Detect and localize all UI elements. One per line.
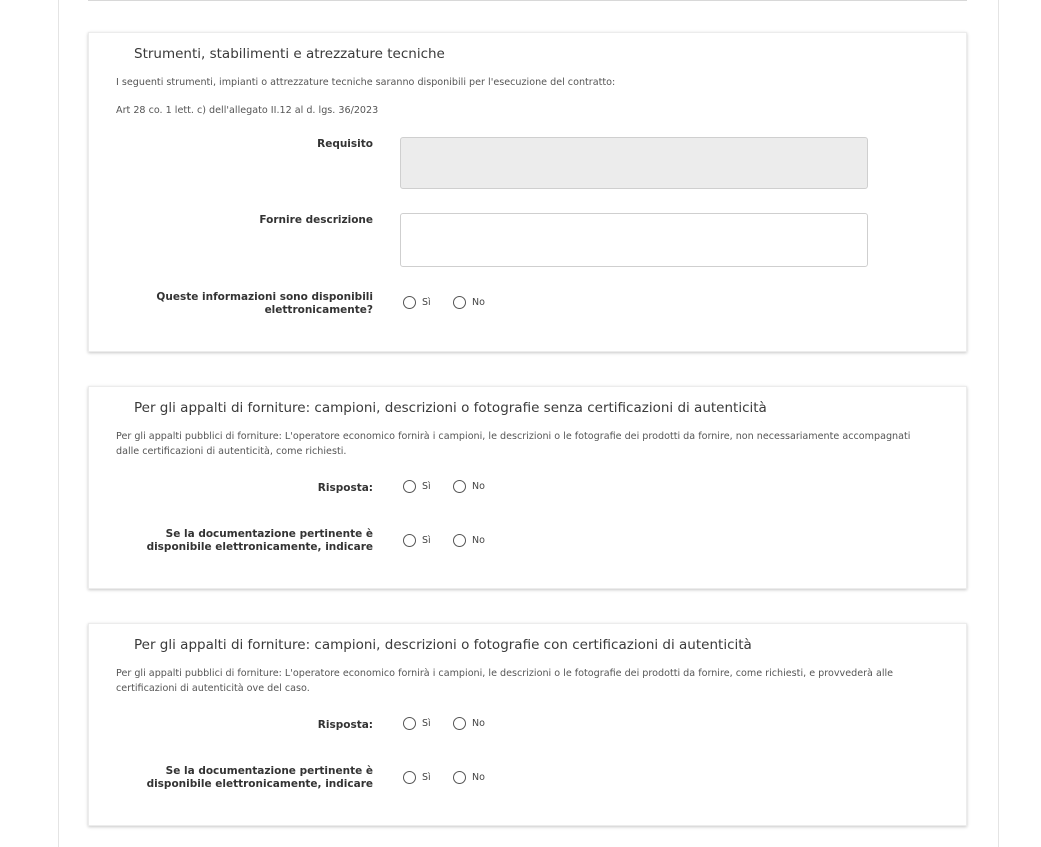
radio-circle-icon[interactable] — [403, 480, 416, 493]
section-title: Per gli appalti di forniture: campioni, descrizioni o fotografie con certificazioni di autenticità — [134, 637, 752, 653]
descrizione-textarea[interactable] — [400, 213, 868, 267]
radio-no-label: No — [472, 297, 485, 308]
section-description: I seguenti strumenti, impianti o attrezzature tecniche saranno disponibili per l'esecuzione del contratto: — [116, 77, 616, 88]
section-description: Per gli appalti pubblici di forniture: L'operatore economico fornirà i campioni, le descrizioni o le fotografie dei prodotti da fornire, non necessariamente accompagnati dalle certificazioni di autenticità, come richiesti. — [116, 431, 911, 457]
radio-circle-icon[interactable] — [403, 296, 416, 309]
electronic-availability-label: Queste informazioni sono disponibili elettronicamente? — [156, 291, 373, 316]
electronic-documentation-label: Se la documentazione pertinente è disponibile elettronicamente, indicare — [146, 528, 373, 553]
previous-card-edge — [88, 0, 967, 1]
electronic-documentation-label: Se la documentazione pertinente è disponibile elettronicamente, indicare — [146, 765, 373, 790]
radio-circle-icon[interactable] — [403, 534, 416, 547]
requisito-field — [400, 137, 868, 189]
requisito-label: Requisito — [317, 138, 373, 150]
radio-circle-icon[interactable] — [453, 480, 466, 493]
radio-circle-icon[interactable] — [453, 296, 466, 309]
section-title: Per gli appalti di forniture: campioni, descrizioni o fotografie senza certificazioni di autenticità — [134, 400, 767, 416]
section-samples-without-certification — [88, 386, 967, 589]
radio-circle-icon[interactable] — [453, 534, 466, 547]
section-reference: Art 28 co. 1 lett. c) dell'allegato II.12 al d. lgs. 36/2023 — [116, 105, 379, 116]
radio-yes-label: Sì — [422, 718, 431, 729]
risposta-label: Risposta: — [317, 482, 373, 494]
radio-yes-label: Sì — [422, 772, 431, 783]
section-samples-with-certification — [88, 623, 967, 826]
radio-yes-label: Sì — [422, 535, 431, 546]
radio-circle-icon[interactable] — [453, 771, 466, 784]
risposta-label: Risposta: — [317, 719, 373, 731]
section-title: Strumenti, stabilimenti e atrezzature tecniche — [134, 46, 445, 62]
section-description: Per gli appalti pubblici di forniture: L'operatore economico fornirà i campioni, le descrizioni o le fotografie dei prodotti da fornire, come richiesti, e provvederà alle certificazioni di autenticità ove del caso. — [116, 668, 894, 694]
radio-no-label: No — [472, 481, 485, 492]
radio-yes-label: Sì — [422, 481, 431, 492]
descrizione-label: Fornire descrizione — [259, 214, 373, 226]
radio-no-label: No — [472, 535, 485, 546]
radio-circle-icon[interactable] — [403, 717, 416, 730]
radio-circle-icon[interactable] — [453, 717, 466, 730]
section-technical-equipment — [88, 32, 967, 352]
radio-no-label: No — [472, 718, 485, 729]
radio-circle-icon[interactable] — [403, 771, 416, 784]
radio-yes-label: Sì — [422, 297, 431, 308]
radio-no-label: No — [472, 772, 485, 783]
